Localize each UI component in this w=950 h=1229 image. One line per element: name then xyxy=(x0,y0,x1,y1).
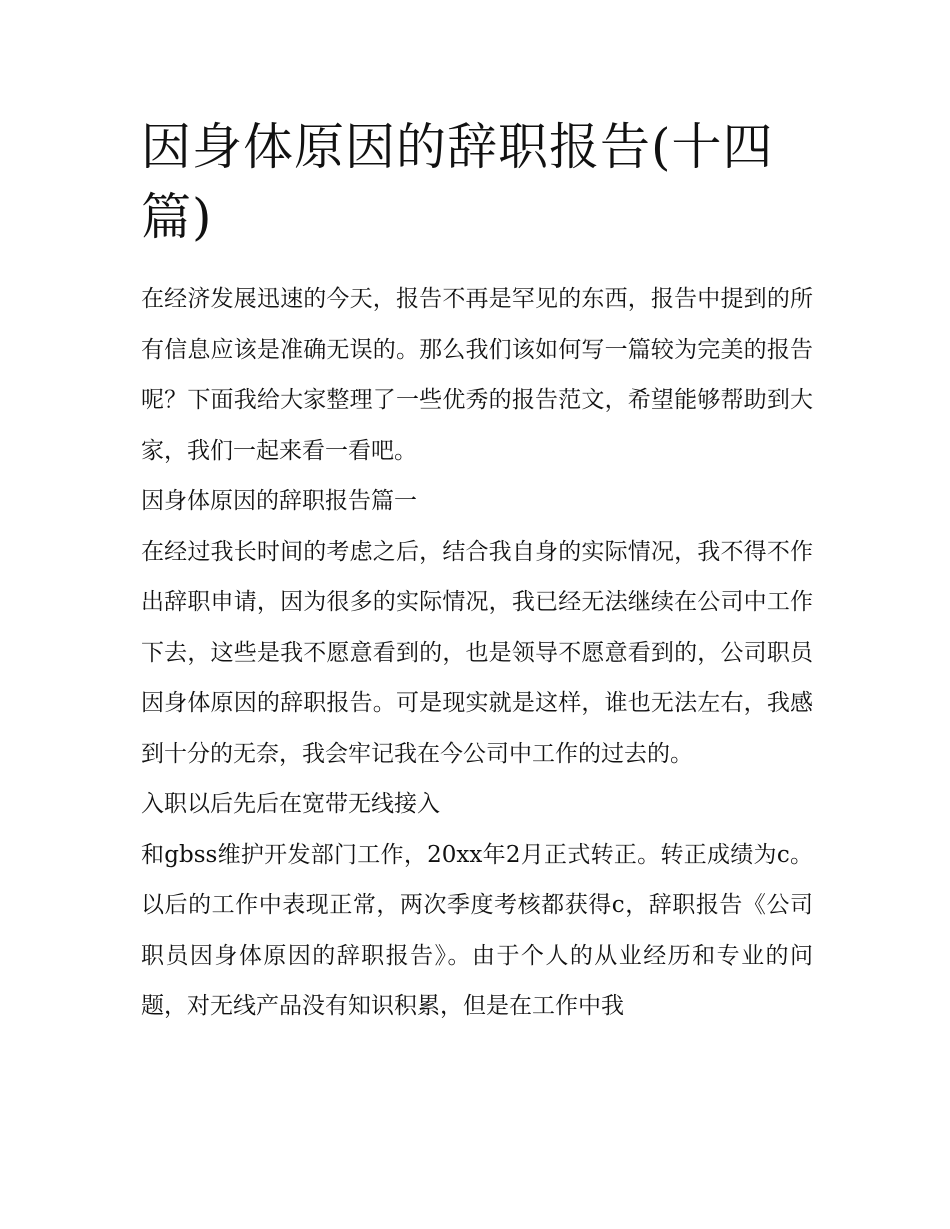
body-paragraph: 入职以后先后在宽带无线接入 xyxy=(141,791,440,817)
intro-paragraph: 在经济发展迅速的今天，报告不再是罕见的东西，报告中提到的所有信息应该是准确无误的。那么我们该如何写一篇较为完美的报告呢？下面我给大家整理了一些优秀的报告范文，希望能够帮助到大家，我们一起来看一看吧。 xyxy=(141,286,813,464)
document-body xyxy=(141,274,813,1032)
document-page xyxy=(141,112,813,1032)
document-title: 因身体原因的辞职报告(十四篇) xyxy=(141,118,774,246)
body-paragraph: 和gbss维护开发部门工作，20xx年2月正式转正。转正成绩为c。以后的工作中表现正常，两次季度考核都获得c，辞职报告《公司职员因身体原因的辞职报告》。由于个人的从业经历和专业的问题，对无线产品没有知识积累，但是在工作中我 xyxy=(141,841,813,1019)
section-heading-1: 因身体原因的辞职报告篇一 xyxy=(141,488,417,514)
body-paragraph: 在经过我长时间的考虑之后，结合我自身的实际情况，我不得不作出辞职申请，因为很多的实际情况，我已经无法继续在公司中工作下去，这些是我不愿意看到的，也是领导不愿意看到的，公司职员因身体原因的辞职报告。可是现实就是这样，谁也无法左右，我感到十分的无奈，我会牢记我在今公司中工作的过去的。 xyxy=(141,538,813,767)
